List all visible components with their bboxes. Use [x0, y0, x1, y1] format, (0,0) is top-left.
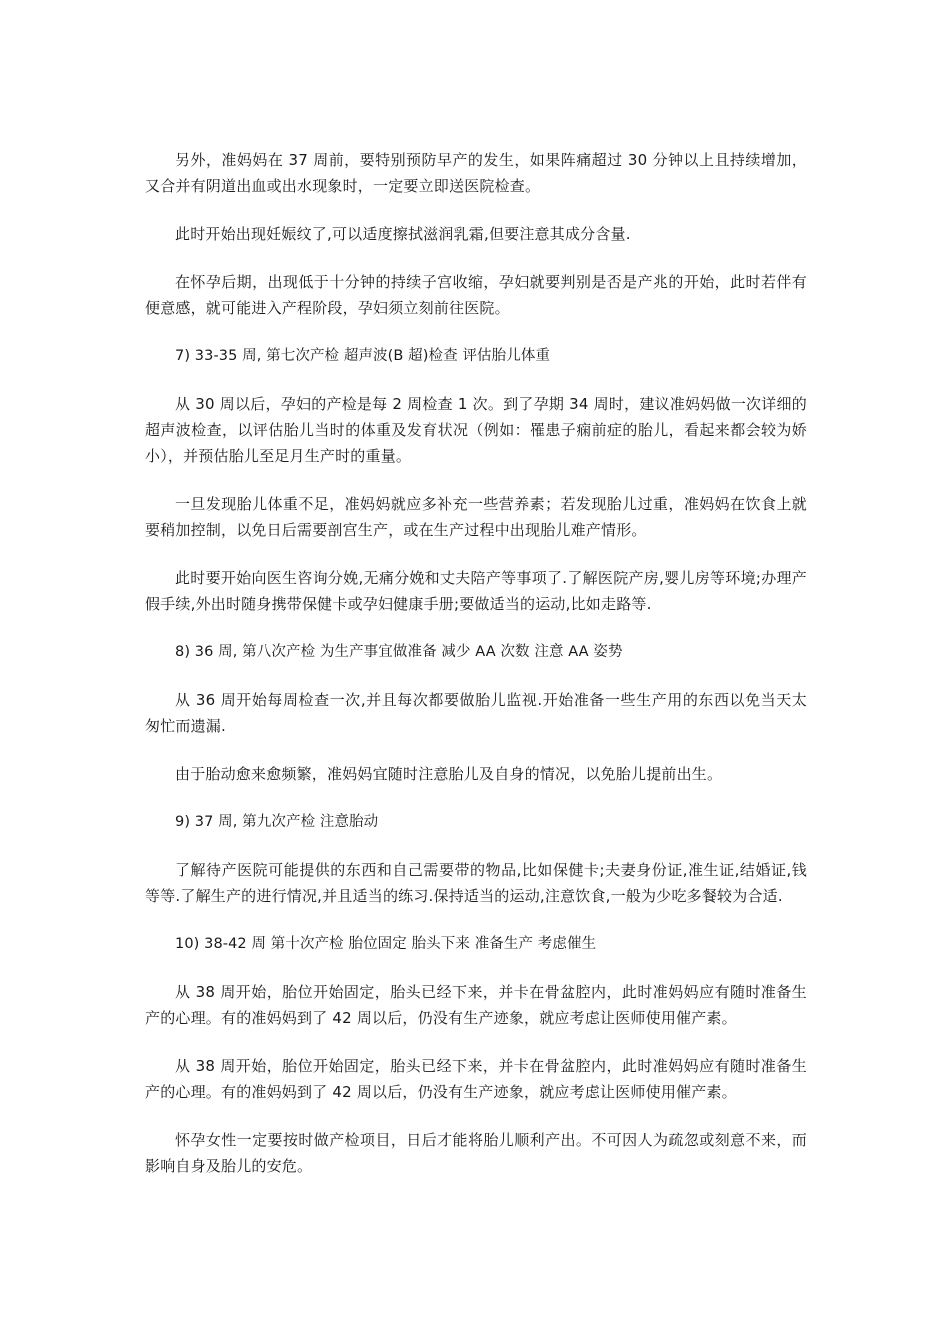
paragraph-conclusion: 怀孕女性一定要按时做产检项目，日后才能将胎儿顺利产出。不可因人为疏忽或刻意不来，而影响自身及胎儿的安危。 — [145, 1131, 807, 1175]
section-heading-8: 8) 36 周, 第八次产检 为生产事宜做准备 减少 AA 次数 注意 AA 姿势 — [175, 644, 623, 660]
section-heading-10: 10) 38-42 周 第十次产检 胎位固定 胎头下来 准备生产 考虑催生 — [175, 936, 597, 952]
section-heading-9: 9) 37 周, 第九次产检 注意胎动 — [175, 814, 379, 830]
paragraph-ultrasound: 从 30 周以后，孕妇的产检是每 2 周检查 1 次。到了孕期 34 周时，建议准妈妈做一次详细的超声波检查，以评估胎儿当时的体重及发育状况（例如：罹患子痫前症的胎儿，看起来都会较为娇小），并预估胎儿至足月生产时的重量。 — [145, 395, 807, 465]
section-heading-7: 7) 33-35 周, 第七次产检 超声波(B 超)检查 评估胎儿体重 — [175, 348, 551, 364]
paragraph-delivery-consult: 此时要开始向医生咨询分娩,无痛分娩和丈夫陪产等事项了.了解医院产房,婴儿房等环境;办理产假手续,外出时随身携带保健卡或孕妇健康手册;要做适当的运动,比如走路等. — [145, 569, 807, 613]
document-body — [145, 147, 807, 1201]
paragraph-hospital-items: 了解待产医院可能提供的东西和自己需要带的物品,比如保健卡;夫妻身份证,准生证,结婚证,钱等等.了解生产的进行情况,并且适当的练习.保持适当的运动,注意饮食,一般为少吃多餐较为合适. — [145, 861, 807, 905]
paragraph-fetal-movement: 由于胎动愈来愈频繁，准妈妈宜随时注意胎儿及自身的情况，以免胎儿提前出生。 — [175, 765, 723, 783]
paragraph-fetal-position-1: 从 38 周开始，胎位开始固定，胎头已经下来，并卡在骨盆腔内，此时准妈妈应有随时准备生产的心理。有的准妈妈到了 42 周以后，仍没有生产迹象，就应考虑让医师使用催产素。 — [145, 983, 807, 1027]
paragraph-fetal-position-2: 从 38 周开始，胎位开始固定，胎头已经下来，并卡在骨盆腔内，此时准妈妈应有随时准备生产的心理。有的准妈妈到了 42 周以后，仍没有生产迹象，就应考虑让医师使用催产素。 — [145, 1057, 807, 1101]
paragraph-stretch-marks: 此时开始出现妊娠纹了,可以适度擦拭滋润乳霜,但要注意其成分含量. — [175, 225, 631, 243]
paragraph-contractions: 在怀孕后期，出现低于十分钟的持续子宫收缩，孕妇就要判别是否是产兆的开始，此时若伴有便意感，就可能进入产程阶段，孕妇须立刻前往医院。 — [145, 273, 807, 317]
paragraph-fetal-weight: 一旦发现胎儿体重不足，准妈妈就应多补充一些营养素；若发现胎儿过重，准妈妈在饮食上就要稍加控制，以免日后需要剖宫生产，或在生产过程中出现胎儿难产情形。 — [145, 495, 807, 539]
paragraph-weekly-check: 从 36 周开始每周检查一次,并且每次都要做胎儿监视.开始准备一些生产用的东西以免当天太匆忙而遗漏. — [145, 691, 807, 735]
paragraph-preterm-warning: 另外，准妈妈在 37 周前，要特别预防早产的发生，如果阵痛超过 30 分钟以上且持续增加，又合并有阴道出血或出水现象时，一定要立即送医院检查。 — [145, 151, 807, 195]
